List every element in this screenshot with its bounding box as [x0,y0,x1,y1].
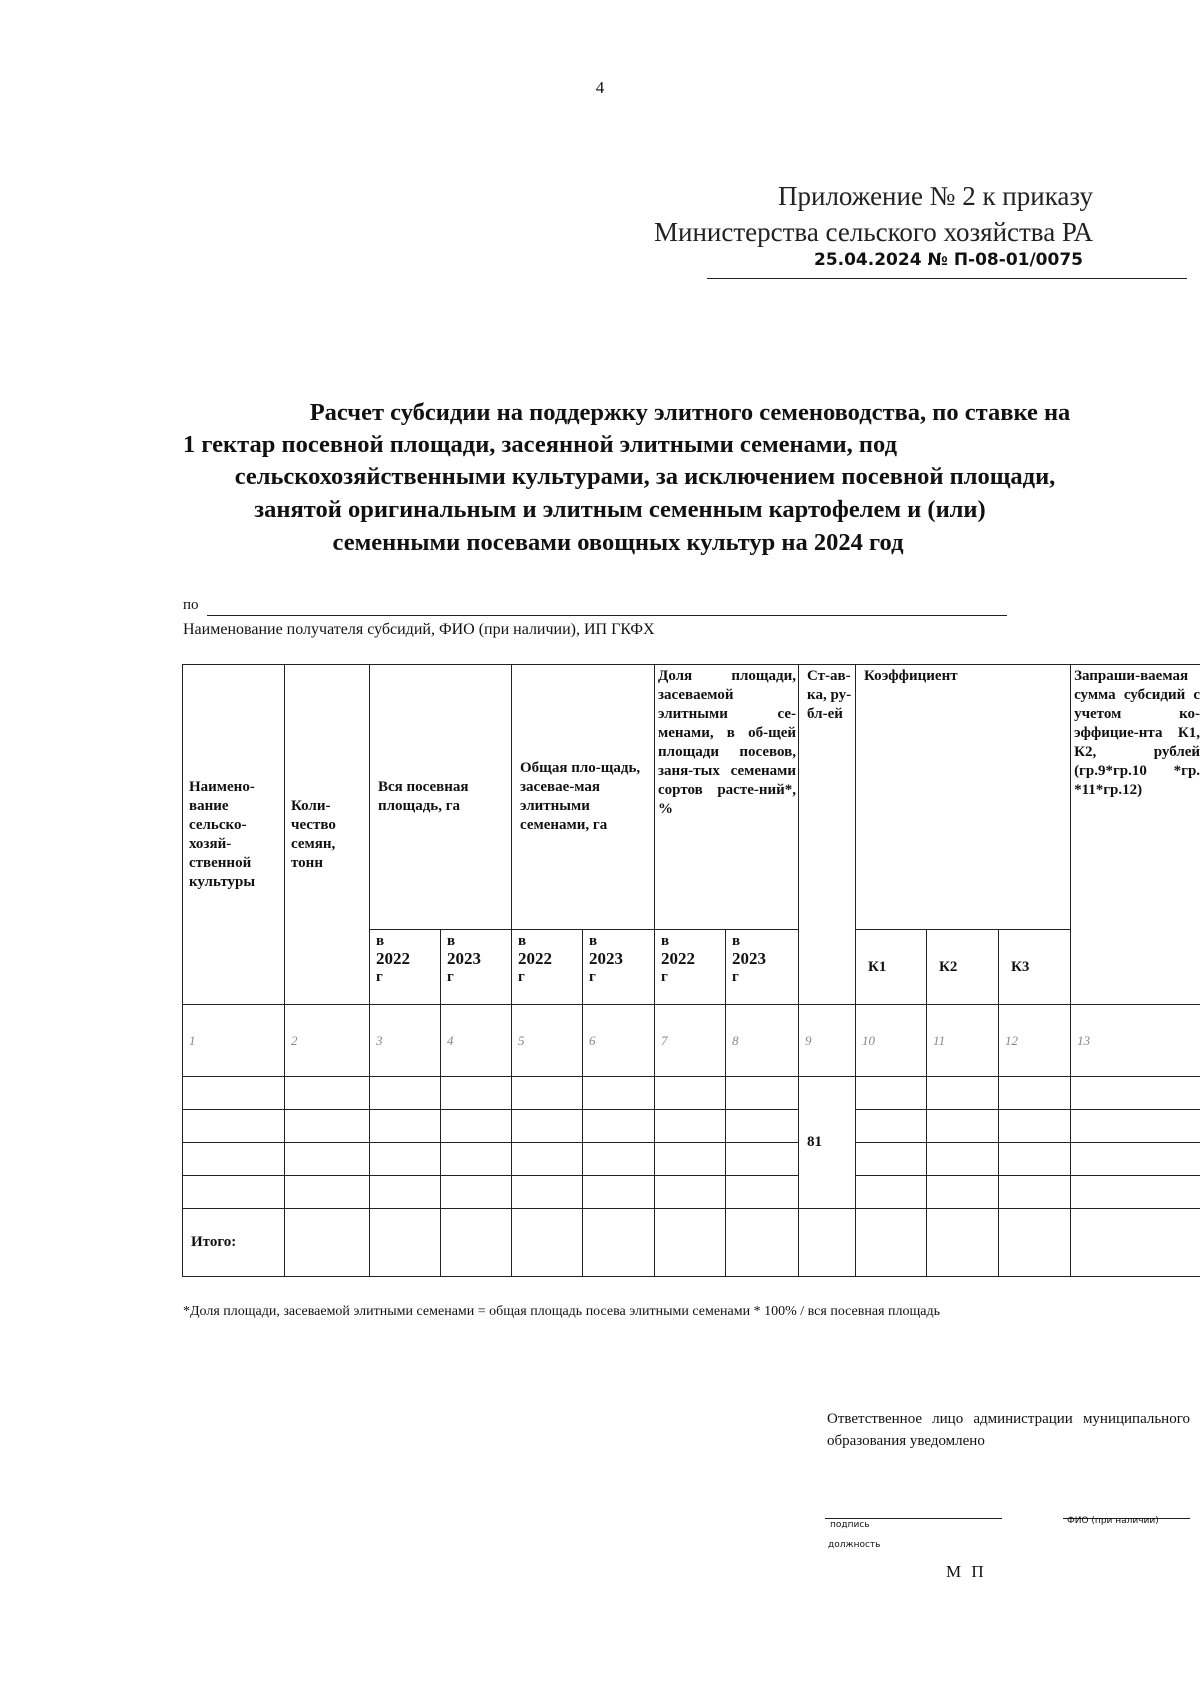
cell-share-2023[interactable] [726,1110,799,1143]
header-requested-sum: Запраши-ваемая сумма субсидий с учетом ко-эффициe-нта К1, К2, рублей (гр.9*гр.10 *гр. *11*гр.12) [1071,665,1200,1005]
total-k1[interactable] [856,1209,927,1277]
cell-crop[interactable] [183,1176,285,1209]
header-row [183,665,1200,930]
column-number: 4 [441,1005,512,1077]
cell-crop[interactable] [183,1143,285,1176]
cell-seeds[interactable] [285,1143,370,1176]
total-row [183,1209,1200,1277]
cell-k2[interactable] [927,1077,999,1110]
cell-crop[interactable] [183,1077,285,1110]
cell-share-2022[interactable] [655,1077,726,1110]
table-row [183,1110,1200,1143]
column-number: 8 [726,1005,799,1077]
cell-seeds[interactable] [285,1077,370,1110]
cell-requested-sum[interactable] [1071,1110,1200,1143]
total-rate[interactable] [799,1209,856,1277]
recipient-prefix: по [183,597,199,613]
document-title-line-4: занятой оригинальным и элитным семенным картофелем и (или) [254,496,986,523]
total-share-2023[interactable] [726,1209,799,1277]
cell-requested-sum[interactable] [1071,1077,1200,1110]
cell-seeds[interactable] [285,1110,370,1143]
coef-k3-label: К3 [999,930,1071,1005]
cell-total-area-2023[interactable] [441,1143,512,1176]
total-seeds[interactable] [285,1209,370,1277]
header-rate: Ст-ав-ка, ру-бл-ей [799,665,856,1005]
total-area-2023[interactable] [441,1209,512,1277]
document-title-line-2: 1 гектар посевной площади, засеянной элитными семенами, под [183,431,897,458]
cell-k2[interactable] [927,1176,999,1209]
cell-total-area-2022[interactable] [370,1077,441,1110]
stamp-place: М П [946,1562,987,1581]
cell-share-2023[interactable] [726,1176,799,1209]
cell-total-area-2023[interactable] [441,1176,512,1209]
fio-label: ФИО (при наличии) [1067,1516,1159,1526]
column-number: 11 [927,1005,999,1077]
responsible-person-note: Ответственное лицо администрации муниципального образования уведомлено [827,1411,1190,1449]
position-label: должность [828,1540,881,1550]
column-number: 2 [285,1005,370,1077]
cell-k3[interactable] [999,1077,1071,1110]
cell-total-area-2022[interactable] [370,1110,441,1143]
cell-crop[interactable] [183,1110,285,1143]
coef-k2-label: К2 [927,930,999,1005]
recipient-caption: Наименование получателя субсидий, ФИО (при наличии), ИП ГКФХ [183,621,655,638]
cell-k2[interactable] [927,1110,999,1143]
table-row [183,1143,1200,1176]
cell-share-2022[interactable] [655,1143,726,1176]
page-number: 4 [595,78,605,97]
header-share: Доля площади, засеваемой элитными се-менами, в об-щей площади посевов, заня-тых семенами сортов расте-ний*, % [655,665,799,930]
total-elite-2022[interactable] [512,1209,583,1277]
cell-k3[interactable] [999,1176,1071,1209]
year-2023-share: в 2023 г [726,930,799,1005]
column-number: 1 [183,1005,285,1077]
table-row [183,1176,1200,1209]
cell-k3[interactable] [999,1110,1071,1143]
rate-value: 81 [799,1077,856,1209]
appendix-ministry: Министерства сельского хозяйства РА [654,217,1093,247]
cell-elite-area-2022[interactable] [512,1176,583,1209]
total-area-2022[interactable] [370,1209,441,1277]
cell-seeds[interactable] [285,1176,370,1209]
header-seeds: Коли-чество семян, тонн [285,665,370,1005]
cell-elite-area-2023[interactable] [583,1077,655,1110]
cell-k1[interactable] [856,1176,927,1209]
header-crop: Наимено-вание сельско-хозяй-ственной культуры [183,665,285,1005]
column-number: 13 [1071,1005,1200,1077]
cell-k1[interactable] [856,1143,927,1176]
column-number: 5 [512,1005,583,1077]
document-title-line-1: Расчет субсидии на поддержку элитного семеноводства, по ставке на [309,399,1071,426]
cell-total-area-2022[interactable] [370,1176,441,1209]
year-2022-share: в 2022 г [655,930,726,1005]
column-number: 12 [999,1005,1071,1077]
column-number: 7 [655,1005,726,1077]
column-number: 10 [856,1005,927,1077]
cell-total-area-2023[interactable] [441,1110,512,1143]
cell-requested-sum[interactable] [1071,1176,1200,1209]
year-2022-total-area: в 2022 г [370,930,441,1005]
cell-share-2023[interactable] [726,1077,799,1110]
table-row [183,1077,1200,1110]
column-number-row [183,1005,1200,1077]
recipient-fill-line[interactable] [207,615,1007,616]
cell-elite-area-2022[interactable] [512,1143,583,1176]
document-title-line-5: семенными посевами овощных культур на 2024 год [332,529,904,556]
column-number: 9 [799,1005,856,1077]
total-requested-sum[interactable] [1071,1209,1200,1277]
column-number: 3 [370,1005,441,1077]
year-2022-elite-area: в 2022 г [512,930,583,1005]
cell-share-2022[interactable] [655,1176,726,1209]
cell-elite-area-2023[interactable] [583,1176,655,1209]
coef-k1-label: К1 [856,930,927,1005]
total-share-2022[interactable] [655,1209,726,1277]
cell-requested-sum[interactable] [1071,1143,1200,1176]
cell-k1[interactable] [856,1110,927,1143]
appendix-date-number: 25.04.2024 № П-08-01/0075 [813,250,1083,270]
year-2023-elite-area: в 2023 г [583,930,655,1005]
document-title-line-3: сельскохозяйственными культурами, за исключением посевной площади, [234,463,1056,490]
cell-elite-area-2023[interactable] [583,1143,655,1176]
signature-label: подпись [830,1520,870,1530]
column-number: 6 [583,1005,655,1077]
footnote: *Доля площади, засеваемой элитными семенами = общая площадь посева элитными семенами * 100% / вся посевная площадь [183,1304,941,1319]
header-total-area: Вся посевная площадь, га [370,665,512,930]
cell-elite-area-2022[interactable] [512,1077,583,1110]
cell-k1[interactable] [856,1077,927,1110]
cell-total-area-2023[interactable] [441,1077,512,1110]
header-elite-area: Общая пло-щадь, засевае-мая элитными семенами, га [512,665,655,930]
total-k3[interactable] [999,1209,1071,1277]
cell-elite-area-2023[interactable] [583,1110,655,1143]
signature-line[interactable] [825,1518,1002,1519]
cell-k2[interactable] [927,1143,999,1176]
year-2023-total-area: в 2023 г [441,930,512,1005]
cell-share-2022[interactable] [655,1110,726,1143]
total-k2[interactable] [927,1209,999,1277]
cell-total-area-2022[interactable] [370,1143,441,1176]
cell-k3[interactable] [999,1143,1071,1176]
header-coefficient: Коэффициент [856,665,1071,930]
subsidy-calculation-table [182,664,1200,1277]
total-label: Итого: [183,1209,285,1277]
cell-share-2023[interactable] [726,1143,799,1176]
total-elite-2023[interactable] [583,1209,655,1277]
appendix-underline [707,278,1187,279]
appendix-title: Приложение № 2 к приказу [778,181,1093,211]
cell-elite-area-2022[interactable] [512,1110,583,1143]
